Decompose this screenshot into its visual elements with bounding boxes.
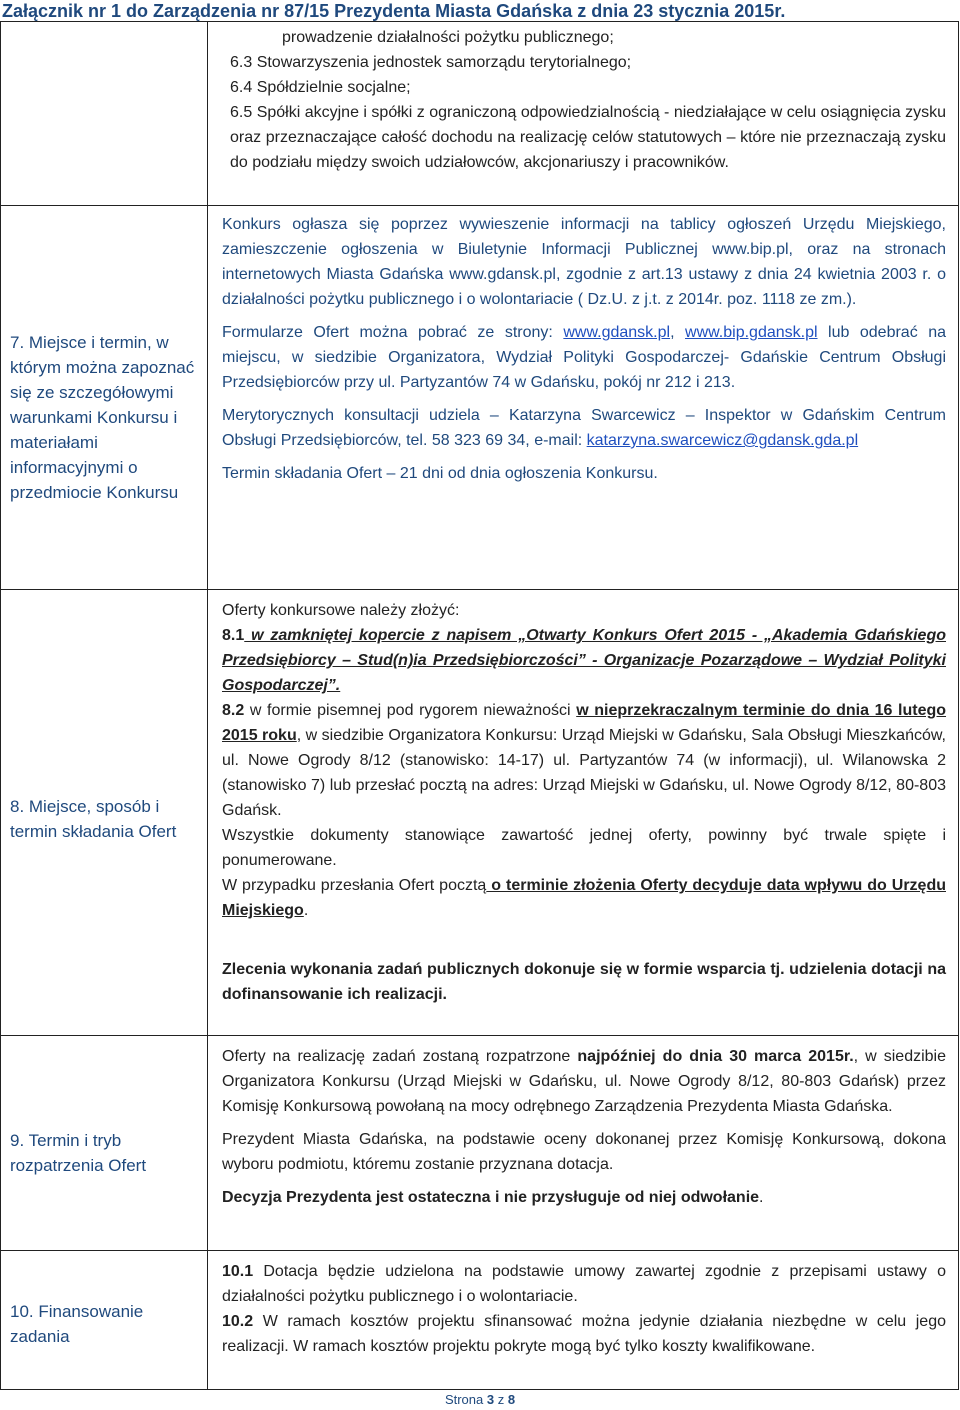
section-8-row (1, 590, 959, 1036)
section-10-content (208, 1251, 959, 1390)
section-10-label: 10. Finansowanie zadania (10, 1302, 144, 1346)
section-9-label: 9. Termin i tryb rozpatrzenia Ofert (10, 1131, 147, 1175)
section-9-review: Oferty na realizację zadań zostaną rozpatrzone najpóźniej do dnia 30 marca 2015r., w siedzibie Organizatora Konkursu (Urząd Miejski w Gdańsku, ul. Nowe Ogrody 8/12, 80-803 Gdańsk) przez Komisję Konkursową powołaną na mocy odrębnego Zarządzenia Prezydenta Miasta Gdańska. (222, 1048, 947, 1115)
section-7-label-cell (1, 206, 208, 590)
email-link[interactable]: katarzyna.swarcewicz@gdansk.gda.pl (586, 432, 859, 449)
section-7-consultations: Merytorycznych konsultacji udziela – Katarzyna Swarcewicz – Inspektor w Gdańskim Centrum Obsługi Przedsiębiorców, tel. 58 323 69 34, e-mail: katarzyna.swarcewicz@gdansk.gda.pl (222, 407, 946, 449)
section-6-line-1: prowadzenie działalności pożytku publicznego; (282, 29, 614, 46)
section-8-item-2: 8.2 w formie pisemnej pod rygorem nieważności w nieprzekraczalnym terminie do dnia 16 lutego 2015 roku, w siedzibie Organizatora Konkursu: Urząd Miejski w Gdańsku, Sala Obsługi Mieszkańców, ul. Nowe Ogrody 8/12 (stanowisko: 14-17) ul. Partyzantów 74 (w informacji), ul. Wilanowska 2 (stanowisko 7) lub przesłać pocztą na adres: Urząd Miejski w Gdańsku, ul. Nowe Ogrody 8/12, 80-803 Gdańsk. (222, 702, 947, 819)
section-10-label-cell (1, 1251, 208, 1390)
section-6-5: 6.5 Spółki akcyjne i spółki z ograniczoną odpowiedzialnością - niedziałające w celu osiągnięcia zysku oraz przeznaczające całość dochodu na realizację celów statutowych – które nie przeznaczają zysku do podziału między swoich udziałowców, akcjonariuszy i pracowników. (230, 104, 946, 171)
page-number: Strona 3 z 8 (444, 1392, 516, 1407)
section-6-4: 6.4 Spółdzielnie socjalne; (230, 79, 411, 96)
section-6-row (1, 22, 959, 206)
section-7-row (1, 206, 959, 590)
section-8-grant-note: Zlecenia wykonania zadań publicznych dokonuje się w formie wsparcia tj. udzielenia dotacji na dofinansowanie ich realizacji. (222, 961, 946, 1003)
section-10-row (1, 1251, 959, 1390)
section-8-label-cell (1, 590, 208, 1036)
section-9-final-decision: Decyzja Prezydenta jest ostateczna i nie przysługuje od niej odwołanie. (222, 1189, 764, 1206)
announcement-table (0, 21, 959, 1390)
section-6-label-cell (1, 22, 208, 206)
section-7-deadline: Termin składania Ofert – 21 dni od dnia ogłoszenia Konkursu. (222, 465, 658, 482)
section-9-label-cell (1, 1036, 208, 1251)
section-7-forms: Formularze Ofert można pobrać ze strony: www.gdansk.pl, www.bip.gdansk.pl lub odebrać na miejscu, w siedzibie Organizatora, Wydział Polityki Gospodarczej- Gdańskie Centrum Obsługi Przedsiębiorców przy ul. Partyzantów 74 w Gdańsku, pokój nr 212 i 213. (222, 324, 947, 391)
bip-gdansk-link[interactable]: www.bip.gdansk.pl (685, 324, 818, 341)
section-7-content (208, 206, 959, 590)
section-8-item-1: 8.1 w zamkniętej kopercie z napisem „Otwarty Konkurs Ofert 2015 - „Akademia Gdańskiego Przedsiębiorcy – Stud(n)ia Przedsiębiorczości” - Organizacje Pozarządowe – Wydział Polityki Gospodarczej”. (222, 627, 946, 694)
section-7-announcement: Konkurs ogłasza się poprzez wywieszenie informacji na tablicy ogłoszeń Urzędu Miejskiego, zamieszczenie ogłoszenia w Biuletynie Informacji Publicznej www.bip.pl, oraz na stronach internetowych Miasta Gdańska www.gdansk.pl, zgodnie z art.13 ustawy z dnia 24 kwietnia 2003 r. o działalności pożytku publicznego i o wolontariacie ( Dz.U. z j.t. z 2014r. poz. 1118 ze zm.). (222, 216, 946, 308)
section-6-3: 6.3 Stowarzyszenia jednostek samorządu terytorialnego; (230, 54, 632, 71)
section-9-content (208, 1036, 959, 1251)
section-8-documents: Wszystkie dokumenty stanowiące zawartość jednej oferty, powinny być trwale spięte i ponumerowane. (222, 827, 946, 869)
document-header: Załącznik nr 1 do Zarządzenia nr 87/15 Prezydenta Miasta Gdańska z dnia 23 stycznia 2015r. (2, 1, 786, 21)
section-8-content (208, 590, 959, 1036)
section-8-intro: Oferty konkursowe należy złożyć: (222, 602, 460, 619)
section-9-selection: Prezydent Miasta Gdańska, na podstawie oceny dokonanej przez Komisję Konkursową, dokona wyboru podmiotu, któremu zostanie przyznana dotacja. (222, 1131, 946, 1173)
section-8-label: 8. Miejsce, sposób i termin składania Ofert (10, 796, 177, 841)
section-7-label: 7. Miejsce i termin, w którym można zapoznać się ze szczegółowymi warunkami Konkursu i materiałami informacyjnymi o przedmiocie Konkursu (10, 333, 195, 502)
section-9-row (1, 1036, 959, 1251)
section-6-content (208, 22, 959, 206)
section-10-item-2: 10.2 W ramach kosztów projektu sfinansować można jedynie działania niezbędne w celu jego realizacji. W ramach kosztów projektu pokryte mogą być tylko koszty kwalifikowane. (222, 1313, 946, 1355)
section-10-item-1: 10.1 Dotacja będzie udzielona na podstawie umowy zawartej zgodnie z przepisami ustawy o działalności pożytku publicznego i o wolontariacie. (222, 1263, 946, 1305)
section-8-postal: W przypadku przesłania Ofert pocztą o terminie złożenia Oferty decyduje data wpływu do Urzędu Miejskiego. (222, 877, 946, 919)
gdansk-link[interactable]: www.gdansk.pl (563, 324, 671, 341)
